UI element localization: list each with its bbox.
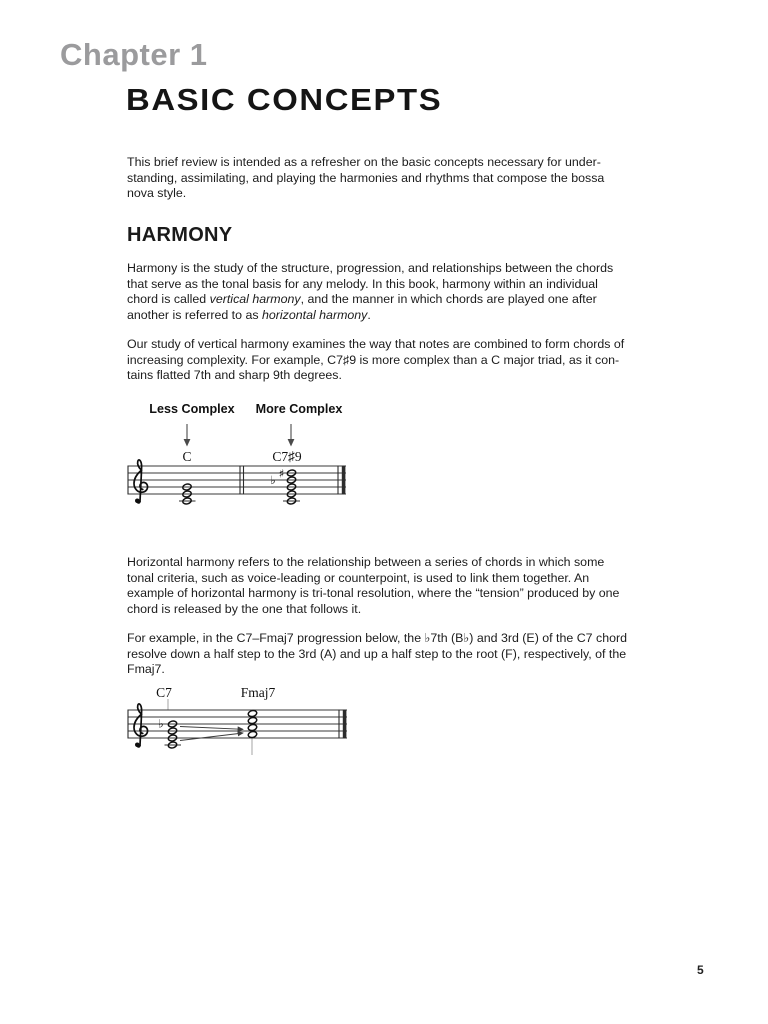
- chord-symbol-c7: C7: [156, 685, 172, 700]
- chord-complexity-figure: [127, 400, 357, 516]
- page-number: 5: [697, 963, 704, 977]
- down-arrow-icon: [288, 424, 295, 447]
- less-complex-label: Less Complex: [149, 402, 235, 416]
- resolution-arrow-up: [180, 733, 243, 741]
- tritonal-resolution-figure: [127, 683, 357, 765]
- c7-notes: [158, 717, 181, 749]
- c7sharp9-notes: [270, 467, 300, 505]
- flat-accidental: ♭: [270, 473, 276, 487]
- chord-symbol-c: C: [182, 449, 192, 464]
- paragraph-intro: This brief review is intended as a refresher on the basic concepts necessary for under- standing, assimilating, and playing the harmonies and rhythms that compose the bossa nova style.: [127, 155, 605, 201]
- down-arrow-icon: [184, 424, 191, 447]
- chapter-label: Chapter 1: [60, 37, 208, 72]
- page-title: BASIC CONCEPTS: [126, 82, 443, 117]
- sharp-accidental: ♯: [278, 466, 285, 481]
- paragraph-harmony-2: Our study of vertical harmony examines the way that notes are combined to form chords of increasing complexity. For example, C7♯9 is more complex than a C major triad, as it con- tains flatted 7th and sharp 9th degrees.: [127, 337, 625, 383]
- chord-symbol-c7sharp9: C7♯9: [272, 449, 302, 464]
- paragraph-horizontal-1: Horizontal harmony refers to the relationship between a series of chords in which some tonal criteria, such as voice-leading or counterpoint, is used to link them together. An example of horizontal harmony is tri-tonal resolution, where the “tension” produced by one chord is released by the one that follows it.: [127, 555, 620, 616]
- flat-accidental: ♭: [158, 716, 164, 731]
- paragraph-harmony-1: Harmony is the study of the structure, progression, and relationships between the chords that serve as the tonal basis for any melody. In this book, harmony within an individual chord is called vertical harmony, and the manner in which chords are played one after another is referred to as horizontal harmony.: [127, 261, 614, 322]
- more-complex-label: More Complex: [255, 402, 343, 416]
- staff: [128, 466, 347, 495]
- chord-symbol-fmaj7: Fmaj7: [240, 685, 276, 700]
- resolution-arrow-down: [180, 727, 243, 730]
- paragraph-horizontal-2: For example, in the C7–Fmaj7 progression below, the ♭7th (B♭) and 3rd (E) of the C7 chord resolve down a half step to the 3rd (A) and up a half step to the root (F), respectively, of the Fmaj7.: [127, 631, 627, 677]
- section-heading-harmony: HARMONY: [127, 224, 233, 246]
